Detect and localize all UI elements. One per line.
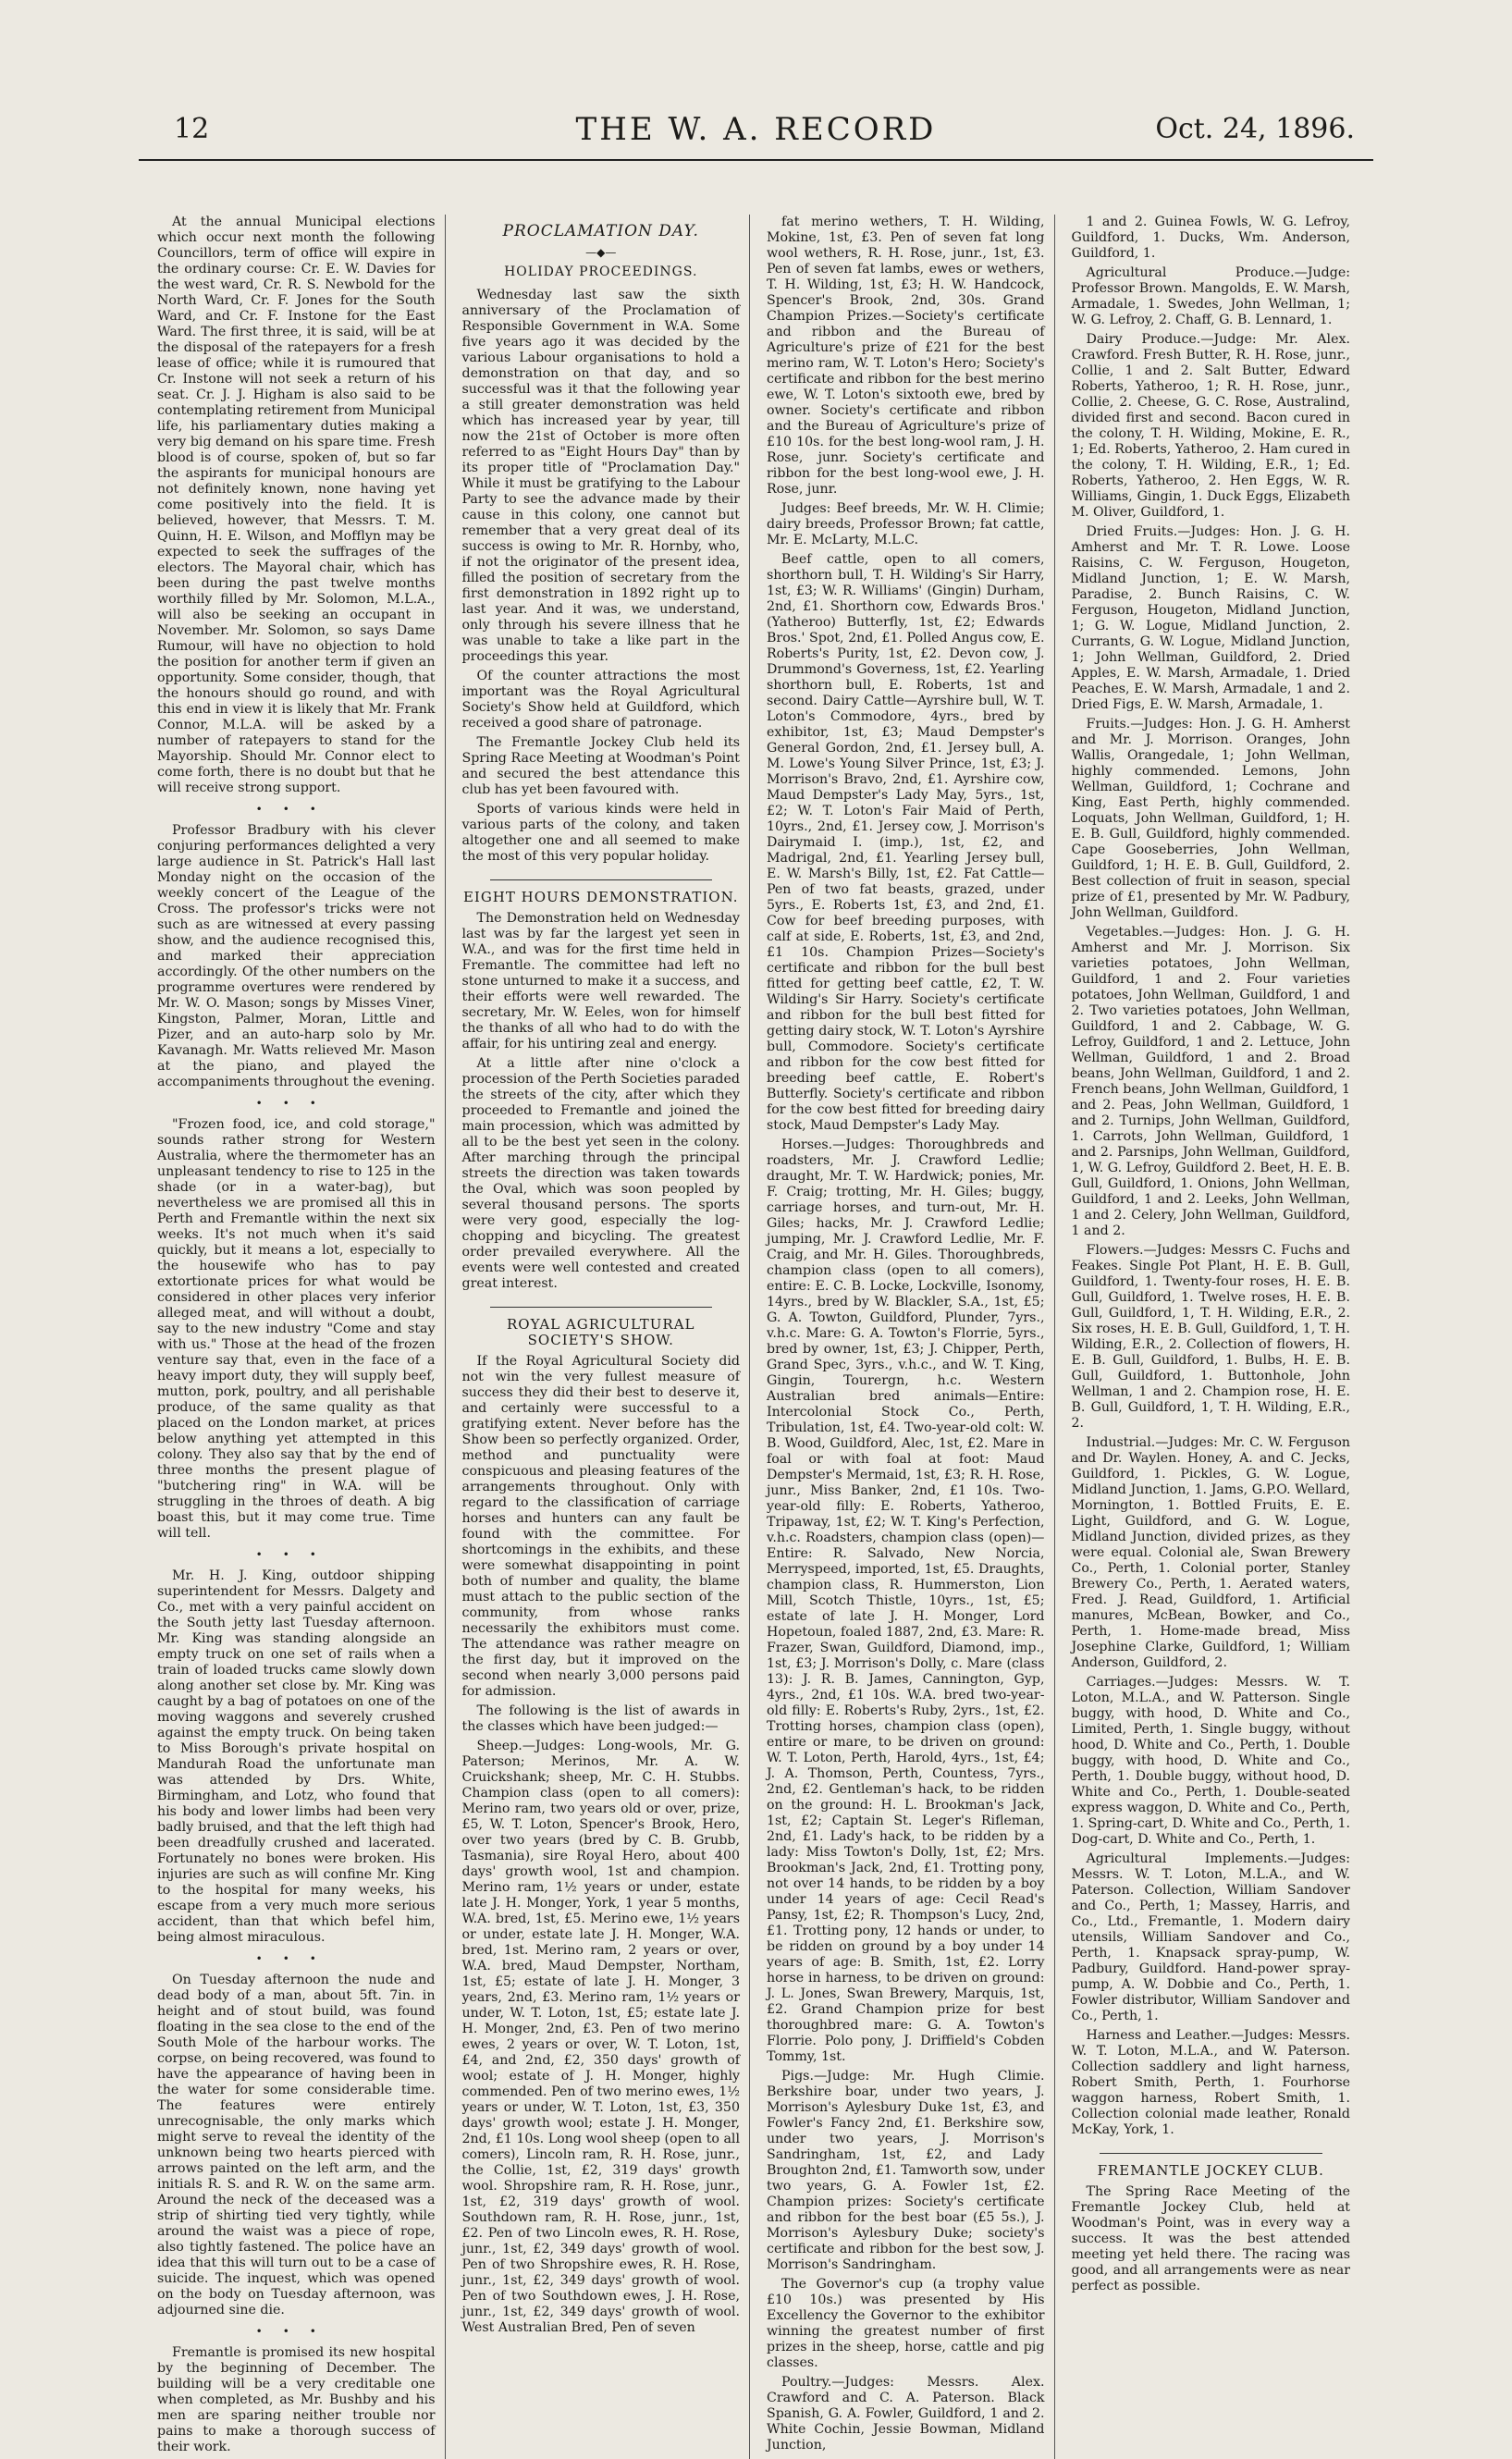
subheading-holiday-proceedings: HOLIDAY PROCEEDINGS.	[504, 264, 698, 279]
article-frozen-food: "Frozen food, ice, and cold storage," sounds rather strong for Western Australia, where the thermometer has an unpleasant tendency to rise to 125 in the shade (or in a water-bag), but nevertheless we are promised all this in Perth and Fremantle within the next six weeks. It's not much when it's said quickly, but it means a lot, especially to the housewife who has to pay extortionate prices for what would be considered in other places very inferior alleged meat, and will without a doubt, say to the new industry "Come and stay with us." Those at the head of the frozen venture say that, even in the face of a heavy import duty, they will supply beef, mutton, pork, poultry, and all perishable produce, of the same quality as that placed on the London market, at prices below anything yet attempted in this colony. They also say that by the end of three months the present plague of "butchering ring" in W.A. will be struggling in the throes of death. A big boast this, but it may come true. Time will tell.	[157, 1117, 436, 1541]
separator-dots: •••	[255, 1548, 337, 1561]
heading-eight-hours: EIGHT HOURS DEMONSTRATION.	[462, 889, 739, 905]
paragraph-cattle-awards: Beef cattle, open to all comers, shorthorn bull, T. H. Wilding's Sir Harry, 1st, £3; W. R. Williams' (Gingin) Durham, 2nd, £1. Shorthorn cow, Edwards Bros.' (Yatheroo) Butterfly, 1st, £2; Edwards Bros.' Spot, 2nd, £1. Polled Angus cow, E. Roberts's Purity, 1st, £2. Devon cow, J. Drummond's Governess, 1st, £2. Yearling shorthorn bull, E. Roberts, 1st and second. Dairy Cattle—Ayrshire bull, W. T. Loton's Commodore, 4yrs., bred by exhibitor, 1st, £3; Maud Dempster's General Gordon, 2nd, £1. Jersey bull, A. M. Lowe's Young Silver Prince, 1st, £3; J. Morrison's Bravo, 2nd, £1. Ayrshire cow, Maud Dempster's Lady May, 5yrs., 1st, £2; W. T. Loton's Fair Maid of Perth, 10yrs., 2nd, £1. Jersey cow, J. Morrison's Dairymaid I. (imp.), 1st, £2, and Madrigal, 2nd, £1. Yearling Jersey bull, E. W. Marsh's Billy, 1st, £2. Fat Cattle—Pen of two fat beasts, grazed, under 5yrs., E. Roberts 1st, £3, and 2nd, £1. Cow for beef breeding purposes, with calf at side, E. Roberts, 1st, £3, and 2nd, £1 10s. Champion Prizes—Society's certificate and ribbon for the bull best fitted for getting beef cattle, £2, T. W. Wilding's Sir Harry. Society's certificate and ribbon for the bull best fitted for getting dairy stock, W. T. Loton's Ayrshire bull, Commodore. Society's certificate and ribbon for the cow best fitted for breeding beef cattle, E. Robert's Butterfly. Society's certificate and ribbon for the cow best fitted for breeding dairy stock, Maud Dempster's Lady May.	[767, 552, 1045, 1133]
issue-date: Oct. 24, 1896.	[1155, 113, 1355, 145]
paragraph: fat merino wethers, T. H. Wilding, Mokine, 1st, £3. Pen of seven fat long wool wethers, R. H. Rose, junr., 1st, £3. Pen of seven fat lambs, ewes or wethers, T. H. Wilding, 1st, £3; H. W. Handcock, Spencer's Brook, 2nd, 30s. Grand Champion Prizes.—Society's certificate and ribbon and the Bureau of Agriculture's prize of £21 for the best merino ram, W. T. Loton's Hero; Society's certificate and ribbon for the best merino ewe, W. T. Loton's sixtooth ewe, bred by owner. Society's certificate and ribbon and the Bureau of Agriculture's prize of £10 10s. for the best long-wool ram, J. H. Rose, junr. Society's certificate and ribbon for the best long-wool ewe, J. H. Rose, junr.	[767, 215, 1045, 497]
separator-dots: •••	[255, 1952, 337, 1965]
section-divider	[490, 1307, 713, 1308]
article-columns	[157, 215, 1359, 2454]
paragraph-dairy-produce: Dairy Produce.—Judge: Mr. Alex. Crawford. Fresh Butter, R. H. Rose, junr., Collie, 1 and 2. Salt Butter, Edward Roberts, Yatheroo, 1; R. H. Rose, junr., Collie, 2. Cheese, G. C. Rose, Australind, divided first and second. Bacon cured in the colony, T. H. Wilding, Mokine, E. R., 1; Ed. Roberts, Yatheroo, 2. Ham cured in the colony, T. H. Wilding, E.R., 1; Ed. Roberts, Yatheroo, 2. Hen Eggs, W. R. Williams, Gingin, 1. Duck Eggs, Elizabeth M. Oliver, Guildford, 1.	[1071, 332, 1350, 520]
paragraph-sheep-awards: Sheep.—Judges: Long-wools, Mr. G. Paterson; Merinos, Mr. A. W. Cruickshank; sheep, Mr. C. H. Stubbs. Champion class (open to all comers): Merino ram, two years old or over, prize, £5, W. T. Loton, Spencer's Brook, Hero, over two years (bred by C. B. Grubb, Tasmania), sire Royal Hero, about 400 days' growth wool, 1st and champion. Merino ram, 1½ years or under, estate late J. H. Monger, York, 1 year 5 months, W.A. bred, 1st, £5. Merino ewe, 1½ years or under, estate late J. H. Monger, W.A. bred, 1st. Merino ram, 2 years or over, W.A. bred, Maud Dempster, Northam, 1st, £5; estate of late J. H. Monger, 3 years, 2nd, £3. Merino ram, 1½ years or under, W. T. Loton, 1st, £5; estate late J. H. Monger, 2nd, £3. Pen of two merino ewes, 2 years or over, W. T. Loton, 1st, £4, and 2nd, £2, 350 days' growth of wool; estate of J. H. Monger, highly commended. Pen of two merino ewes, 1½ years or under, W. T. Loton, 1st, £3, 350 days' growth wool; estate J. H. Monger, 2nd, £1 10s. Long wool sheep (open to all comers), Lincoln ram, R. H. Rose, junr., the Collie, 1st, £2, 319 days' growth wool. Shropshire ram, R. H. Rose, junr., 1st, £2, 319 days' growth of wool. Southdown ram, R. H. Rose, junr., 1st, £2. Pen of two Lincoln ewes, R. H. Rose, junr., 1st, £2, 349 days' growth of wool. Pen of two Shropshire ewes, R. H. Rose, junr., 1st, £2, 349 days' growth of wool. Pen of two Southdown ewes, J. H. Rose, junr., 1st, £2, 349 days' growth of wool. West Australian Bred, Pen of seven	[461, 1739, 740, 2335]
paragraph-horse-awards: Horses.—Judges: Thoroughbreds and roadsters, Mr. J. Crawford Ledlie; draught, Mr. T. W. Hardwick; ponies, Mr. F. Craig; trotting, Mr. H. Giles; buggy, carriage horses, and turn-out, Mr. H. Giles; hacks, Mr. J. Crawford Ledlie; jumping, Mr. J. Crawford Ledlie, Mr. F. Craig, and Mr. H. Giles. Thoroughbreds, champion class (open to all comers), entire: E. C. B. Locke, Lockville, Isonomy, 14yrs., bred by W. Blackler, S.A., 1st, £5; G. A. Towton, Guildford, Plunder, 7yrs., v.h.c. Mare: G. A. Towton's Florrie, 5yrs., bred by owner, 1st, £3; J. Chipper, Perth, Grand Spec, 3yrs., v.h.c., and W. T. King, Gingin, Tourergn, h.c. Western Australian bred animals—Entire: Intercolonial Stock Co., Perth, Tribulation, 1st, £4. Two-year-old colt: W. B. Wood, Guildford, Alec, 1st, £2. Mare in foal or with foal at foot: Maud Dempster's Mermaid, 1st, £3; R. H. Rose, junr., Miss Banker, 2nd, £1 10s. Two-year-old filly: E. Roberts, Yatheroo, Tripaway, 1st, £2; W. T. King's Perfection, v.h.c. Roadsters, champion class (open)—Entire: R. Salvado, New Norcia, Merryspeed, imported, 1st, £5. Draughts, champion class, R. Hummerston, Lion Mill, Scotch Thistle, 10yrs., 1st, £5; estate of late J. H. Monger, Lord Hopetoun, foaled 1887, 2nd, £3. Mare: R. Frazer, Swan, Guildford, Diamond, imp., 1st, £3; J. Morrison's Dolly, c. Mare (class 13): J. R. B. James, Cannington, Gyp, 4yrs., 2nd, £1 10s. W.A. bred two-year-old filly: E. Roberts's Ruby, 2yrs., 1st, £2. Trotting horses, champion class (open), entire or mare, to be driven on ground: W. T. Loton, Perth, Harold, 4yrs., 1st, £4; J. A. Thomson, Perth, Countess, 7yrs., 2nd, £2. Gentleman's hack, to be ridden on the ground: H. L. Brookman's Jack, 1st, £2; Captain St. Leger's Rifleman, 2nd, £1. Lady's hack, to be ridden by a lady: Miss Towton's Dolly, 1st, £2; Mrs. Brookman's Jack, 2nd, £1. Trotting pony, not over 14 hands, to be ridden by a boy under 14 years of age: Cecil Read's Pansy, 1st, £2; R. Thompson's Lucy, 2nd, £1. Trotting pony, 12 hands or under, to be ridden on ground by a boy under 14 years of age: B. Smith, 1st, £2. Lorry horse in harness, to be driven on ground: J. L. Jones, Swan Brewery, Marquis, 1st, £2. Grand Champion prize for best thoroughbred mare: G. A. Towton's Florrie. Polo pony, J. Driffield's Cobden Tommy, 1st.	[767, 1137, 1045, 2064]
paragraph-harness: Harness and Leather.—Judges: Messrs. W. T. Loton, M.L.A., and W. Paterson. Collection saddlery and light harness, Robert Smith, Perth, 1. Fourhorse waggon harness, Robert Smith, 1. Collection colonial made leather, Ronald McKay, York, 1.	[1071, 2028, 1350, 2137]
article-new-hospital: Fremantle is promised its new hospital by the beginning of December. The building will be a very creditable one when completed, as Mr. Bushby and his men are sparing neither trouble nor pains to make a thorough success of their work.	[157, 2345, 436, 2454]
paragraph-agricultural-produce: Agricultural Produce.—Judge: Professor Brown. Mangolds, E. W. Marsh, Armadale, 1. Swedes, John Wellman, 1; W. G. Lefroy, 2. Chaff, G. B. Lennard, 1.	[1071, 265, 1350, 327]
section-divider	[1100, 2153, 1323, 2154]
separator-dots: •••	[255, 803, 337, 816]
page-number: 12	[174, 113, 210, 145]
heading-proclamation-day: PROCLAMATION DAY.	[502, 222, 699, 240]
paragraph-poultry-awards: Poultry.—Judges: Messrs. Alex. Crawford and C. A. Paterson. Black Spanish, G. A. Fowler, Guildford, 1 and 2. White Cochin, Jessie Bowman, Midland Junction,	[767, 2375, 1045, 2453]
paragraph-dried-fruits: Dried Fruits.—Judges: Hon. J. G. H. Amherst and Mr. T. R. Lowe. Loose Raisins, C. W. Ferguson, Hougeton, Midland Junction, 1; E. W. Marsh, Paradise, 2. Bunch Raisins, C. W. Ferguson, Hougeton, Midland Junction, 1; G. W. Logue, Midland Junction, 2. Currants, G. W. Logue, Midland Junction, 1; John Wellman, Guildford, 2. Dried Apples, E. W. Marsh, Armadale, 1. Dried Peaches, E. W. Marsh, Armadale, 1 and 2. Dried Figs, E. W. Marsh, Armadale, 1.	[1071, 524, 1350, 712]
heading-agricultural-show: ROYAL AGRICULTURAL SOCIETY'S SHOW.	[506, 1316, 695, 1348]
newspaper-title: THE W. A. RECORD	[575, 111, 937, 148]
column-3	[767, 215, 1055, 2459]
paragraph: The following is the list of awards in the classes which have been judged:—	[461, 1703, 740, 1734]
paragraph: The Demonstration held on Wednesday last was by far the largest yet seen in W.A., and was for the first time held in Fremantle. The committee had left no stone unturned to make it a success, and their efforts were well rewarded. The secretary, Mr. W. Eeles, won for himself the thanks of all who had to do with the affair, for his untiring zeal and energy.	[461, 911, 740, 1051]
separator-dots: •••	[255, 1097, 337, 1110]
paragraph: At a little after nine o'clock a procession of the Perth Societies paraded the streets of the city, after which they proceeded to Fremantle and joined the main procession, which was admitted by all to be the best yet seen in the colony. After marching through the principal streets the direction was taken towards the Oval, which was soon peopled by several thousand persons. The sports were very good, especially the log-chopping and bicycling. The greatest order prevailed everywhere. All the events were well contested and created great interest.	[461, 1056, 740, 1291]
article-professor-bradbury: Professor Bradbury with his clever conjuring performances delighted a very large audience in St. Patrick's Hall last Monday night on the occasion of the weekly concert of the League of the Cross. The professor's tricks were not such as are witnessed at every passing show, and the audience recognised this, and marked their appreciation accordingly. Of the other numbers on the programme overtures were rendered by Mr. W. O. Mason; songs by Misses Viner, Kingston, Palmer, Moran, Little and Pizer, and an auto-harp solo by Mr. Kavanagh. Mr. Watts relieved Mr. Mason at the piano, and played the accompaniments throughout the evening.	[157, 823, 436, 1089]
paragraph-vegetables: Vegetables.—Judges: Hon. J. G. H. Amherst and Mr. J. Morrison. Six varieties potatoes, John Wellman, Guildford, 1 and 2. Four varieties potatoes, John Wellman, Guildford, 1 and 2. Two varieties potatoes, John Wellman, Guildford, 1 and 2. Cabbage, W. G. Lefroy, Guildford, 1 and 2. Lettuce, John Wellman, Guildford, 1 and 2. Broad beans, John Wellman, Guildford, 1 and 2. French beans, John Wellman, Guildford, 1 and 2. Peas, John Wellman, Guildford, 1 and 2. Turnips, John Wellman, Guildford, 1. Carrots, John Wellman, Guildford, 1 and 2. Parsnips, John Wellman, Guildford, 1, W. G. Lefroy, Guildford 2. Beet, H. E. B. Gull, Guildford, 1. Onions, John Wellman, Guildford, 1 and 2. Leeks, John Wellman, 1 and 2. Celery, John Wellman, Guildford, 1 and 2.	[1071, 925, 1350, 1238]
paragraph-implements: Agricultural Implements.—Judges: Messrs. W. T. Loton, M.L.A., and W. Paterson. Collection, William Sandover and Co., Perth, 1; Massey, Harris, and Co., Ltd., Fremantle, 1. Modern dairy utensils, William Sandover and Co., Perth, 1. Knapsack spray-pump, W. Padbury, Guildford. Hand-power spray-pump, A. W. Dobbie and Co., Perth, 1. Fowler distributor, William Sandover and Co., Perth, 1.	[1071, 1851, 1350, 2023]
paragraph: The Fremantle Jockey Club held its Spring Race Meeting at Woodman's Point and secured the best attendance this club has yet been favoured with.	[461, 735, 740, 797]
paragraph: 1 and 2. Guinea Fowls, W. G. Lefroy, Guildford, 1. Ducks, Wm. Anderson, Guildford, 1.	[1071, 215, 1350, 261]
separator-dots: •••	[255, 2325, 337, 2338]
article-municipal-elections: At the annual Municipal elections which occur next month the following Councillors, term of office will expire in the ordinary course: Cr. E. W. Davies for the west ward, Cr. R. S. Newbold for the North Ward, Cr. F. Jones for the South Ward, and Cr. F. Instone for the East Ward. The first three, it is said, will be at the disposal of the ratepayers for a fresh lease of office; while it is rumoured that Cr. Instone will not seek a return of his seat. Cr. J. J. Higham is also said to be contemplating retirement from Municipal life, his parliamentary duties making a very big demand on his spare time. Fresh blood is of course, spoken of, but so far the aspirants for municipal honours are not definitely known, none having yet come positively into the field. It is believed, however, that Messrs. T. M. Quinn, H. E. Wilson, and Mofflyn may be expected to seek the suffrages of the electors. The Mayoral chair, which has been during the past twelve months worthily filled by Mr. Solomon, M.L.A., will also be seeking an occupant in November. Mr. Solomon, so says Dame Rumour, will have no objection to hold the position for another term if given an opportunity. Some consider, though, that the honours should go round, and with this end in view it is likely that Mr. Frank Connor, M.L.A. will be asked by a number of ratepayers to stand for the Mayorship. Should Mr. Connor elect to come forth, there is no doubt but that he will receive strong support.	[157, 215, 436, 795]
paragraph-governors-cup: The Governor's cup (a trophy value £10 10s.) was presented by His Excellency the Governor to the exhibitor winning the greatest number of first prizes in the sheep, horse, cattle and pig classes.	[767, 2277, 1045, 2370]
paragraph: Sports of various kinds were held in various parts of the colony, and taken altogether one and all seemed to make the most of this very popular holiday.	[461, 802, 740, 864]
paragraph-carriages: Carriages.—Judges: Messrs. W. T. Loton, M.L.A., and W. Patterson. Single buggy, with hood, D. White and Co., Limited, Perth, 1. Single buggy, without hood, D. White and Co., Perth, 1. Double buggy, with hood, D. White and Co., Perth, 1. Double buggy, without hood, D. White and Co., Perth, 1. Double-seated express waggon, D. White and Co., Perth, 1. Spring-cart, D. White and Co., Perth, 1. Dog-cart, D. White and Co., Perth, 1.	[1071, 1675, 1350, 1847]
masthead	[139, 104, 1373, 161]
paragraph-flowers: Flowers.—Judges: Messrs C. Fuchs and Feakes. Single Pot Plant, H. E. B. Gull, Guildford, 1. Twenty-four roses, H. E. B. Gull, Guildford, 1. Twelve roses, H. E. B. Gull, Guildford, 1, T. H. Wilding, E.R., 2. Six roses, H. E. B. Gull, Guildford, 1, T. H. Wilding, E.R., 2. Collection of flowers, H. E. B. Gull, Guildford, 1. Bulbs, H. E. B. Gull, Guildford, 1. Buttonhole, John Wellman, 1 and 2. Champion rose, H. E. B. Gull, Guildford, 1, T. H. Wilding, E.R., 2.	[1071, 1243, 1350, 1431]
column-4	[1072, 215, 1360, 2459]
paragraph: Of the counter attractions the most important was the Royal Agricultural Society's Show held at Guildford, which received a good share of patronage.	[461, 669, 740, 731]
heading-jockey-club: FREMANTLE JOCKEY CLUB.	[1097, 2162, 1324, 2179]
paragraph-cattle-judges: Judges: Beef breeds, Mr. W. H. Climie; dairy breeds, Professor Brown; fat cattle, Mr. E. McLarty, M.L.C.	[767, 501, 1045, 547]
article-body-found: On Tuesday afternoon the nude and dead body of a man, about 5ft. 7in. in height and of stout build, was found floating in the sea close to the end of the South Mole of the harbour works. The corpse, on being recovered, was found to have the appearance of having been in the water for some considerable time. The features were entirely unrecognisable, the only marks which might serve to reveal the identity of the unknown being two hearts pierced with arrows painted on the left arm, and the initials R. S. and R. W. on the same arm. Around the neck of the deceased was a strip of shirting tied very tightly, while around the waist was a piece of rope, also tightly fastened. The police have an idea that this will turn out to be a case of suicide. The inquest, which was opened on the body on Tuesday afternoon, was adjourned sine die.	[157, 1973, 436, 2318]
ornament-icon: —◆—	[585, 246, 617, 259]
column-2	[462, 215, 751, 2459]
column-1	[157, 215, 446, 2459]
paragraph-industrial: Industrial.—Judges: Mr. C. W. Ferguson and Dr. Waylen. Honey, A. and C. Jecks, Guildford, 1. Pickles, G. W. Logue, Midland Junction, 1. Jams, G.P.O. Wellard, Mornington, 1. Bottled Fruits, E. E. Light, Guildford, and G. W. Logue, Midland Junction, divided prizes, as they were equal. Colonial ale, Swan Brewery Co., Perth, 1. Colonial porter, Stanley Brewery Co., Perth, 1. Aerated waters, Fred. J. Read, Guildford, 1. Artificial manures, McBean, Bowker, and Co., Perth, 1. Home-made bread, Miss Josephine Clarke, Guildford, 1; William Anderson, Guildford, 2.	[1071, 1435, 1350, 1670]
paragraph: If the Royal Agricultural Society did not win the very fullest measure of success they did their best to deserve it, and certainly were successful to a gratifying extent. Never before has the Show been so perfectly organized. Order, method and punctuality were conspicuous and pleasing features of the arrangements throughout. Only with regard to the classification of carriage horses and hunters can any fault be found with the committee. For shortcomings in the exhibits, and these were somewhat disappointing in point both of number and quality, the blame must attach to the public section of the community, from whose ranks necessarily the exhibitors must come. The attendance was rather meagre on the first day, but it improved on the second when nearly 3,000 persons paid for admission.	[461, 1354, 740, 1699]
paragraph: Wednesday last saw the sixth anniversary of the Proclamation of Responsible Government in W.A. Some five years ago it was decided by the various Labour organisations to hold a demonstration on that day, and so successful was it that the following year a still greater demonstration was held which has increased year by year, till now the 21st of October is more often referred to as "Eight Hours Day" than by its proper title of "Proclamation Day." While it must be gratifying to the Labour Party to see the advance made by their cause in this colony, one cannot but remember that a very great deal of its success is owing to Mr. R. Hornby, who, if not the originator of the present idea, filled the position of secretary from the first demonstration in 1892 right up to last year. And it was, we understand, only through his severe illness that he was unable to take a like part in the proceedings this year.	[461, 288, 740, 664]
paragraph-fruits: Fruits.—Judges: Hon. J. G. H. Amherst and Mr. J. Morrison. Oranges, John Wallis, Orangedale, 1; John Wellman, highly commended. Lemons, John Wellman, Guildford, 1; Cochrane and King, East Perth, highly commended. Loquats, John Wellman, Guildford, 1; H. E. B. Gull, Guildford, highly commended. Cape Gooseberries, John Wellman, Guildford, 1; H. E. B. Gull, Guildford, 2. Best collection of fruit in season, special prize of £1, presented by Mr. W. Padbury, John Wellman, Guildford.	[1071, 717, 1350, 920]
article-king-accident: Mr. H. J. King, outdoor shipping superintendent for Messrs. Dalgety and Co., met with a very painful accident on the South jetty last Tuesday afternoon. Mr. King was standing alongside an empty truck on one set of rails when a train of loaded trucks came slowly down along another set close by. Mr. King was caught by a bag of potatoes on one of the moving waggons and severely crushed against the empty truck. On being taken to Miss Borough's private hospital on Mandurah Road the unfortunate man was attended by Drs. White, Birmingham, and Lotz, who found that his body and lower limbs had been very badly bruised, and that the left thigh had been dreadfully crushed and lacerated. Fortunately no bones were broken. His injuries are such as will confine Mr. King to the hospital for many weeks, his escape from a very much more serious accident, than that which befel him, being almost miraculous.	[157, 1568, 436, 1945]
section-divider	[490, 879, 713, 880]
paragraph-pig-awards: Pigs.—Judge: Mr. Hugh Climie. Berkshire boar, under two years, J. Morrison's Aylesbury Duke 1st, £3, and Fowler's Fancy 2nd, £1. Berkshire sow, under two years, J. Morrison's Sandringham, 1st, £2, and Lady Broughton 2nd, £1. Tamworth sow, under two years, G. A. Fowler 1st, £2. Champion prizes: Society's certificate and ribbon for the best boar (£5 5s.), J. Morrison's Aylesbury Duke; society's certificate and ribbon for the best sow, J. Morrison's Sandringham.	[767, 2069, 1045, 2272]
paragraph: The Spring Race Meeting of the Fremantle Jockey Club, held at Woodman's Point, was in every way a success. It was the best attended meeting yet held there. The racing was good, and all arrangements were as near perfect as possible.	[1071, 2184, 1350, 2293]
